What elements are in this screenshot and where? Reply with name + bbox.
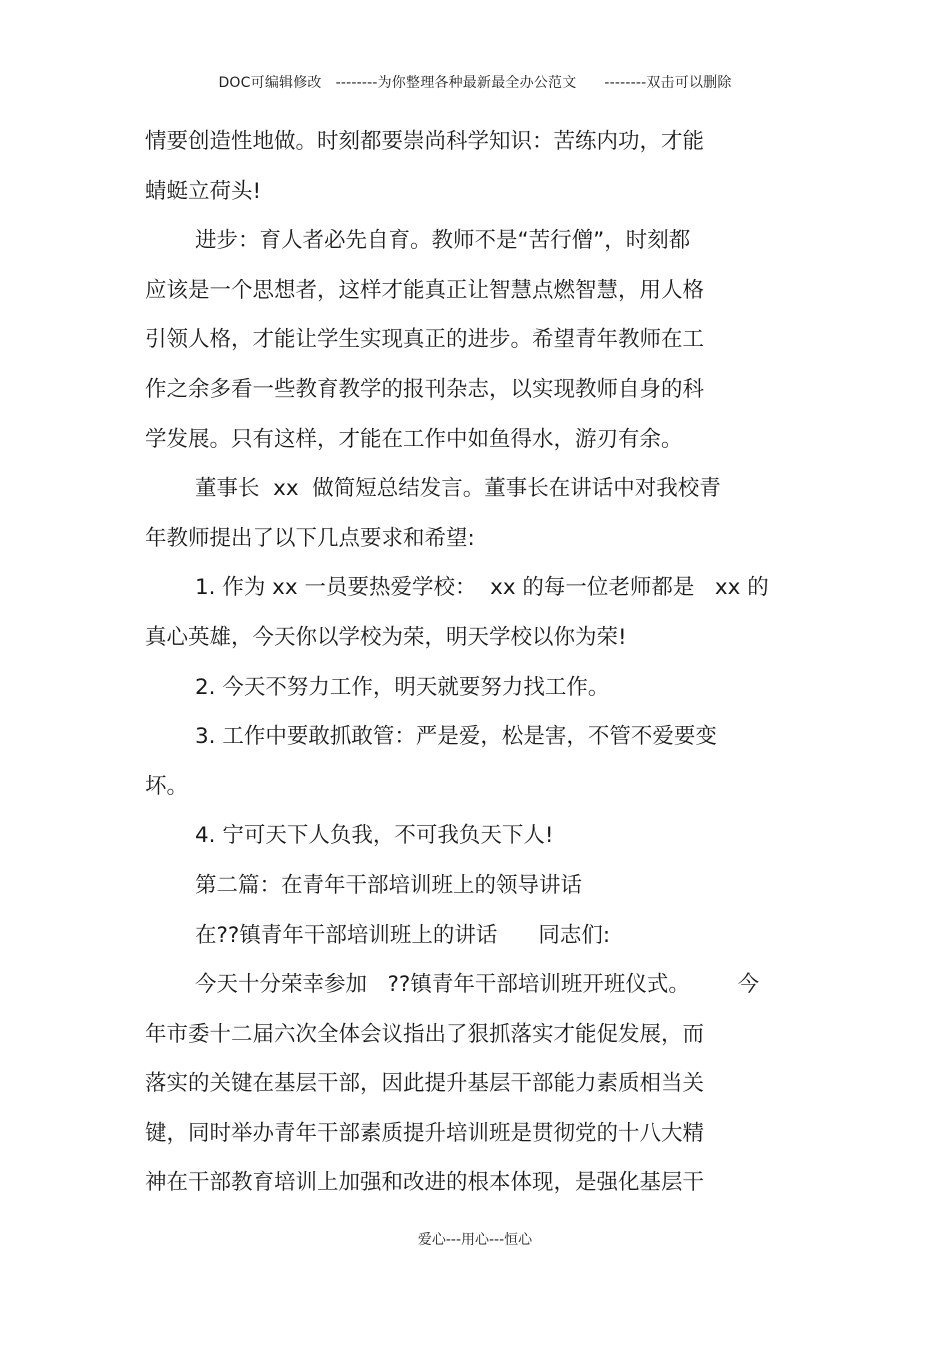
text-line: 第二篇：在青年干部培训班上的领导讲话 bbox=[195, 872, 583, 898]
text-line: 在??镇青年干部培训班上的讲话 同志们: bbox=[195, 922, 611, 948]
text-line: 3. 工作中要敢抓敢管：严是爱，松是害，不管不爱要变 bbox=[195, 724, 717, 750]
text-line: 神在干部教育培训上加强和改进的根本体现，是强化基层干 bbox=[145, 1170, 705, 1196]
text-line: 真心英雄，今天你以学校为荣，明天学校以你为荣! bbox=[145, 624, 627, 650]
text-line: 董事长 xx 做简短总结发言。董事长在讲话中对我校青 bbox=[195, 476, 721, 502]
text-line: 落实的关键在基层干部，因此提升基层干部能力素质相当关 bbox=[145, 1071, 705, 1097]
text-line: 进步：育人者必先自育。教师不是“苦行僧”，时刻都 bbox=[195, 228, 691, 254]
text-line: 坏。 bbox=[145, 773, 189, 799]
text-line: 蜻蜓立荷头! bbox=[145, 178, 262, 204]
text-line: 键，同时举办青年干部素质提升培训班是贯彻党的十八大精 bbox=[145, 1120, 705, 1146]
text-line: 作之余多看一些教育教学的报刊杂志，以实现教师自身的科 bbox=[145, 376, 705, 402]
text-line: 2. 今天不努力工作，明天就要努力找工作。 bbox=[195, 674, 610, 700]
header-doc-label: DOC可编辑修改 bbox=[218, 75, 322, 91]
text-line: 1. 作为 xx 一员要热爱学校： xx 的每一位老师都是 xx 的 bbox=[195, 575, 769, 601]
text-line: 情要创造性地做。时刻都要崇尚科学知识：苦练内功，才能 bbox=[145, 129, 705, 154]
text-line: 学发展。只有这样，才能在工作中如鱼得水，游刃有余。 bbox=[145, 426, 683, 452]
header-middle-text: --------为你整理各种最新最全办公范文 bbox=[335, 75, 577, 91]
page-footer: 爱心---用心---恒心 bbox=[417, 1232, 533, 1248]
text-line: 年市委十二届六次全体会议指出了狠抓落实才能促发展，而 bbox=[145, 1021, 705, 1047]
text-line: 今天十分荣幸参加 ??镇青年干部培训班开班仪式。 今 bbox=[195, 972, 760, 998]
text-line: 应该是一个思想者，这样才能真正让智慧点燃智慧，用人格 bbox=[145, 277, 705, 303]
text-line: 年教师提出了以下几点要求和希望: bbox=[145, 525, 475, 551]
text-line: 4. 宁可天下人负我，不可我负天下人! bbox=[195, 823, 554, 849]
text-line: 引领人格，才能让学生实现真正的进步。希望青年教师在工 bbox=[145, 327, 705, 353]
page-header bbox=[0, 72, 950, 92]
header-right-text: --------双击可以删除 bbox=[604, 75, 732, 91]
document-body bbox=[145, 122, 825, 1213]
